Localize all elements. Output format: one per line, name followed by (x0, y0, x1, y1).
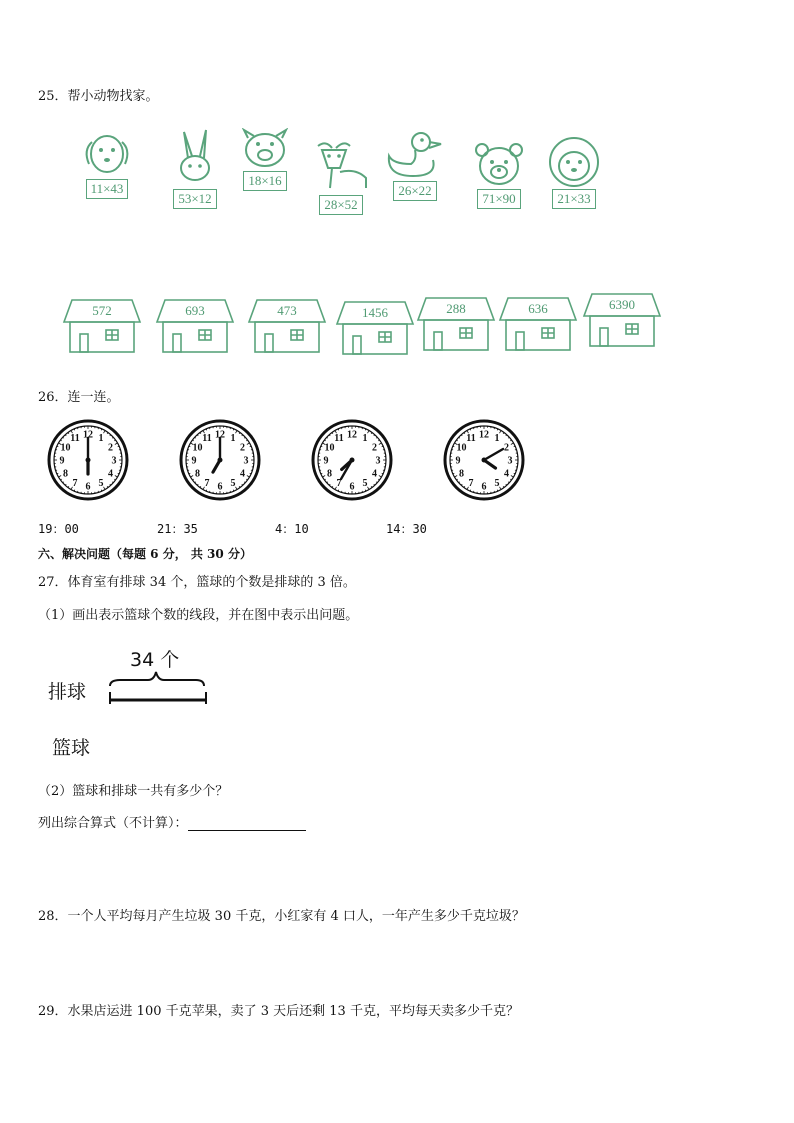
clock-2[interactable] (178, 418, 262, 502)
clock-tick (74, 429, 75, 430)
clock-tick (250, 473, 251, 474)
clock-tick (104, 487, 106, 490)
q28-title: 28．一个人平均每月产生垃圾 30 千克，小红家有 4 口人，一年产生多少千克垃圾？ (38, 909, 525, 924)
house-7[interactable] (582, 290, 662, 350)
clock-tick (508, 437, 509, 438)
house-number: 6390 (609, 297, 635, 312)
clock-tick (338, 429, 339, 430)
duck-icon (383, 130, 447, 180)
clock-tick (115, 443, 118, 445)
clock-tick (374, 435, 375, 436)
section-heading: 六、解决问题（每题 6 分， 共 30 分） (38, 547, 252, 561)
house-number: 288 (446, 301, 466, 316)
clock-numeral: 12 (215, 429, 225, 441)
clock-tick (233, 429, 234, 430)
clock-tick (376, 437, 377, 438)
clock-tick (242, 484, 243, 485)
clock-tick (470, 490, 471, 491)
clock-numeral: 11 (466, 432, 476, 444)
clock-numeral: 1 (362, 432, 368, 444)
clock-numeral: 9 (191, 455, 197, 467)
clock-tick (453, 473, 454, 474)
clock-tick (112, 437, 113, 438)
clock-numeral: 7 (72, 478, 78, 490)
clock-tick (323, 476, 326, 478)
q26-title: 26．连一连。 (38, 390, 120, 405)
basketball-label: 篮球 (52, 737, 91, 759)
count-label: 34 个 (130, 649, 180, 671)
clock-tick (506, 435, 507, 436)
house-number: 636 (528, 301, 548, 316)
animal-monkey[interactable] (538, 134, 610, 209)
clock-tick (206, 490, 207, 491)
clock-numeral: 4 (504, 468, 510, 480)
clock-tick (250, 446, 251, 447)
formula-prompt: 列出综合算式（不计算）： (38, 816, 188, 831)
clock-tick (368, 431, 370, 434)
clock-tick (382, 446, 383, 447)
clock-numeral: 8 (62, 468, 68, 480)
animal-rabbit[interactable] (162, 128, 228, 209)
clock-tick (244, 482, 245, 483)
clock-numeral: 7 (204, 478, 210, 490)
clock-numeral: 2 (504, 442, 510, 454)
q27-title: 27．体育室有排球 34 个，篮球的个数是排球的 3 倍。 (38, 575, 356, 590)
clock-4[interactable] (442, 418, 526, 502)
clock-numeral: 2 (372, 442, 378, 454)
clock-tick (118, 473, 119, 474)
clock-numeral: 6 (217, 481, 223, 493)
clock-tick (497, 429, 498, 430)
clock-numeral: 10 (60, 442, 71, 454)
time-label-3[interactable]: 4：10 (275, 522, 309, 536)
clock-tick (376, 482, 377, 483)
clock-tick (242, 435, 243, 436)
clock-numeral: 2 (108, 442, 114, 454)
clock-numeral: 7 (336, 478, 342, 490)
clock-tick (461, 435, 462, 436)
house-number: 473 (277, 303, 297, 318)
clock-tick (189, 473, 190, 474)
animal-dog[interactable] (72, 130, 142, 199)
clock-tick (104, 431, 106, 434)
goat-icon (310, 138, 372, 194)
clock-tick (455, 476, 458, 478)
clock-numeral: 1 (494, 432, 500, 444)
clock-tick (461, 484, 462, 485)
duck-sign: 26×22 (393, 181, 436, 201)
answer-blank[interactable] (188, 818, 306, 831)
brace-segment (100, 668, 215, 710)
clock-numeral: 11 (202, 432, 212, 444)
clock-tick (374, 484, 375, 485)
monkey-icon (544, 134, 604, 188)
clock-numeral: 6 (481, 481, 487, 493)
rabbit-sign: 53×12 (173, 189, 216, 209)
clock-numeral: 10 (456, 442, 467, 454)
clock-tick (74, 490, 75, 491)
clock-tick (247, 443, 250, 445)
formula-line (38, 812, 306, 831)
clock-numeral: 9 (323, 455, 329, 467)
rabbit-icon (170, 128, 220, 188)
clock-tick (459, 437, 460, 438)
clock-numeral: 3 (111, 455, 117, 467)
clock-numeral: 12 (347, 429, 357, 441)
clock-tick (197, 435, 198, 436)
house-number: 572 (92, 303, 112, 318)
clock-numeral: 4 (372, 468, 378, 480)
clock-tick (101, 429, 102, 430)
clock-numeral: 4 (108, 468, 114, 480)
house-5[interactable] (416, 294, 496, 354)
clock-numeral: 5 (98, 478, 104, 490)
clock-numeral: 8 (458, 468, 464, 480)
clock-tick (327, 482, 328, 483)
clock-numeral: 8 (326, 468, 332, 480)
clock-numeral: 8 (194, 468, 200, 480)
clock-tick (508, 482, 509, 483)
clock-tick (189, 446, 190, 447)
clock-3[interactable] (310, 418, 394, 502)
clock-numeral: 6 (85, 481, 91, 493)
clock-tick (244, 437, 245, 438)
clock-numeral: 1 (230, 432, 236, 444)
time-label-2[interactable]: 21：35 (157, 522, 198, 536)
clock-tick (500, 487, 502, 490)
clock-tick (365, 490, 366, 491)
q27-part1: （1）画出表示篮球个数的线段，并在图中表示出问题。 (38, 608, 359, 623)
q25-title: 25．帮小动物找家。 (38, 89, 159, 104)
clock-tick (65, 435, 66, 436)
clock-tick (379, 476, 382, 478)
clock-numeral: 10 (324, 442, 335, 454)
clock-tick (511, 476, 514, 478)
clock-numeral: 4 (240, 468, 246, 480)
clock-tick (329, 435, 330, 436)
clock-tick (511, 443, 514, 445)
clock-tick (382, 473, 383, 474)
clock-tick (338, 490, 339, 491)
clock-tick (365, 429, 366, 430)
clock-tick (236, 487, 238, 490)
house-6[interactable] (498, 294, 578, 354)
clock-numeral: 5 (494, 478, 500, 490)
q29-title: 29．水果店运进 100 千克苹果，卖了 3 天后还剩 13 千克，平均每天卖多少千克？ (38, 1004, 519, 1019)
clock-center (86, 458, 91, 463)
volleyball-label: 排球 (48, 681, 87, 703)
monkey-sign: 21×33 (552, 189, 595, 209)
clock-numeral: 11 (70, 432, 80, 444)
pig-icon (238, 128, 292, 170)
animal-pig[interactable] (232, 128, 298, 191)
clock-tick (321, 473, 322, 474)
animal-goat[interactable] (306, 138, 376, 215)
house-number: 1456 (362, 305, 388, 320)
clock-1[interactable] (46, 418, 130, 502)
goat-sign: 28×52 (319, 195, 362, 215)
clock-numeral: 10 (192, 442, 203, 454)
clock-tick (110, 435, 111, 436)
clock-numeral: 3 (375, 455, 381, 467)
clock-numeral: 12 (479, 429, 489, 441)
clock-tick (329, 484, 330, 485)
clock-numeral: 12 (83, 429, 93, 441)
pig-sign: 18×16 (243, 171, 286, 191)
clock-numeral: 3 (507, 455, 513, 467)
clock-tick (59, 476, 62, 478)
q27-part2: （2）篮球和排球一共有多少个？ (38, 784, 229, 799)
house-4[interactable] (335, 298, 415, 358)
clock-tick (233, 490, 234, 491)
clock-center (482, 458, 487, 463)
clock-tick (236, 431, 238, 434)
clock-tick (459, 482, 460, 483)
clock-tick (247, 476, 250, 478)
clock-tick (63, 482, 64, 483)
clock-center (350, 458, 355, 463)
clock-tick (506, 484, 507, 485)
minute-hand (484, 449, 503, 460)
clock-tick (110, 484, 111, 485)
clock-tick (57, 473, 58, 474)
clock-numeral: 9 (59, 455, 65, 467)
clock-tick (63, 437, 64, 438)
clock-numeral: 6 (349, 481, 355, 493)
clock-numeral: 2 (240, 442, 246, 454)
dog-sign: 11×43 (86, 179, 129, 199)
time-label-1[interactable]: 19：00 (38, 522, 79, 536)
bear-icon (472, 140, 526, 188)
house-number: 693 (185, 303, 205, 318)
clock-tick (191, 476, 194, 478)
clock-numeral: 7 (468, 478, 474, 490)
clock-tick (195, 437, 196, 438)
clock-tick (112, 482, 113, 483)
clock-numeral: 5 (362, 478, 368, 490)
clock-tick (197, 484, 198, 485)
house-1[interactable] (62, 296, 142, 356)
clock-tick (368, 487, 370, 490)
clock-tick (65, 484, 66, 485)
clock-tick (321, 446, 322, 447)
dog-icon (79, 130, 135, 178)
time-label-4[interactable]: 14：30 (386, 522, 427, 536)
clock-numeral: 1 (98, 432, 104, 444)
bear-sign: 71×90 (477, 189, 520, 209)
clock-tick (497, 490, 498, 491)
house-3[interactable] (247, 296, 327, 356)
clock-tick (514, 473, 515, 474)
animal-bear[interactable] (464, 140, 534, 209)
house-2[interactable] (155, 296, 235, 356)
clock-tick (500, 431, 502, 434)
clock-numeral: 11 (334, 432, 344, 444)
clock-numeral: 3 (243, 455, 249, 467)
clock-numeral: 9 (455, 455, 461, 467)
clock-center (218, 458, 223, 463)
clock-tick (57, 446, 58, 447)
clock-tick (514, 446, 515, 447)
clock-tick (118, 446, 119, 447)
clock-tick (101, 490, 102, 491)
clock-tick (470, 429, 471, 430)
animal-duck[interactable] (380, 130, 450, 201)
clock-tick (206, 429, 207, 430)
clock-tick (453, 446, 454, 447)
clock-numeral: 5 (230, 478, 236, 490)
clock-tick (195, 482, 196, 483)
clock-tick (379, 443, 382, 445)
clock-tick (115, 476, 118, 478)
clock-tick (327, 437, 328, 438)
